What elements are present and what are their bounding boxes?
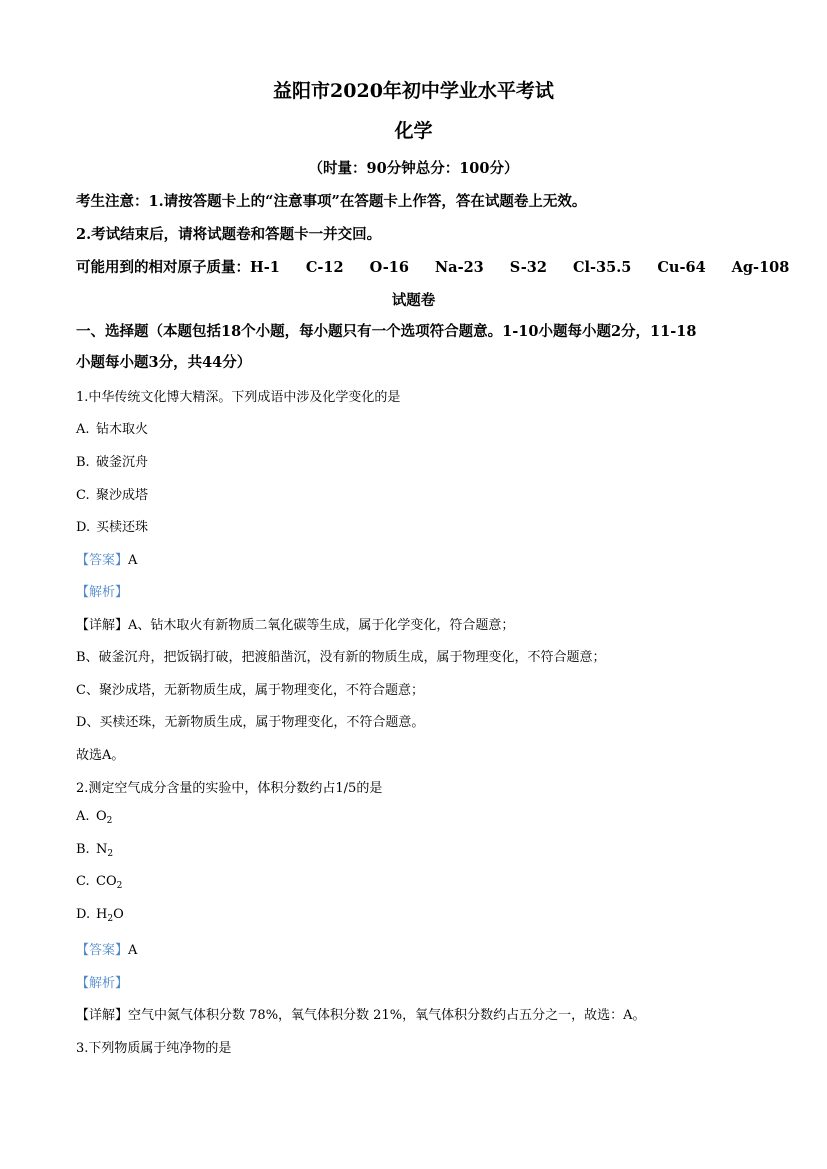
subject-title: 化学 <box>394 120 433 142</box>
q1-detail-d: D、买椟还珠，无新物质生成，属于物理变化，不符合题意。 <box>76 715 425 730</box>
q1-answer-tag: 【答案】 <box>76 553 129 568</box>
q2-option-c-base: CO <box>96 874 117 889</box>
q1-option-a <box>76 418 148 437</box>
atomic-mass-cu: Cu-64 <box>657 259 706 276</box>
q1-answer-line <box>76 549 137 568</box>
q1-option-c <box>76 484 148 503</box>
q1-option-d-label: D. <box>76 520 91 535</box>
q2-option-a-sub: 2 <box>106 816 113 826</box>
q2-detail-line <box>76 1004 645 1023</box>
q1-option-c-text: 聚沙成塔 <box>96 488 149 503</box>
atomic-mass-cl: Cl-35.5 <box>572 259 632 276</box>
notice-line-1: 考生注意：1.请按答题卡上的“注意事项”在答题卡上作答，答在试题卷上无效。 <box>76 193 587 210</box>
q2-option-b-base: N <box>96 842 108 857</box>
q1-conclusion: 故选A。 <box>76 748 125 763</box>
q2-option-a-label: A. <box>76 809 90 824</box>
paper-label: 试题卷 <box>391 292 436 309</box>
atomic-mass-line <box>76 256 789 277</box>
q1-detail-a: A、钻木取火有新物质二氧化碳等生成，属于化学变化，符合题意； <box>128 618 515 633</box>
q2-option-b <box>76 842 113 857</box>
q2-option-a <box>76 809 112 824</box>
q2-analysis-tag: 【解析】 <box>76 976 129 991</box>
time-note: （时量：90分钟总分：100分） <box>308 160 519 177</box>
q1-option-c-label: C. <box>76 488 90 503</box>
q1-detail-b: B、破釜沉舟，把饭锅打破，把渡船凿沉，没有新的物质生成，属于物理变化，不符合题意； <box>76 650 606 665</box>
q2-option-b-sub: 2 <box>107 849 114 859</box>
q2-answer-tag: 【答案】 <box>76 943 129 958</box>
q1-option-a-text: 钻木取火 <box>96 422 149 437</box>
atomic-mass-c: C-12 <box>305 259 344 276</box>
atomic-mass-na: Na-23 <box>434 259 484 276</box>
q1-answer-value: A <box>128 553 138 568</box>
q1-stem: 1.中华传统文化博大精深。下列成语中涉及化学变化的是 <box>76 390 401 405</box>
q2-option-d-sub: 2 <box>107 914 114 924</box>
q2-option-d-label: D. <box>76 907 91 922</box>
atomic-mass-h: H-1 <box>250 259 280 276</box>
q2-detail-tag: 【详解】 <box>76 1008 129 1023</box>
atomic-mass-o: O-16 <box>369 259 409 276</box>
q1-option-b <box>76 451 148 470</box>
q2-option-c-sub: 2 <box>116 881 123 891</box>
atomic-mass-label: 可能用到的相对原子质量： <box>76 259 250 276</box>
q1-detail-tag: 【详解】 <box>76 618 129 633</box>
exam-title: 益阳市2020年初中学业水平考试 <box>273 80 554 102</box>
q1-option-d <box>76 516 148 535</box>
q1-detail-c: C、聚沙成塔，无新物质生成，属于物理变化，不符合题意； <box>76 683 424 698</box>
q1-option-a-label: A. <box>76 422 90 437</box>
q2-stem: 2.测定空气成分含量的实验中，体积分数约占1/5的是 <box>76 781 383 796</box>
q1-option-d-text: 买椟还珠 <box>96 520 149 535</box>
q1-detail-line-1 <box>76 614 514 633</box>
q1-option-b-label: B. <box>76 455 90 470</box>
q2-option-d-tail: O <box>113 907 124 922</box>
q2-answer-line <box>76 939 137 958</box>
q2-option-d-base: H <box>96 907 108 922</box>
q2-option-a-base: O <box>96 809 107 824</box>
q3-stem: 3.下列物质属于纯净物的是 <box>76 1041 232 1056</box>
q1-option-b-text: 破釜沉舟 <box>96 455 149 470</box>
atomic-mass-ag: Ag-108 <box>731 259 790 276</box>
q2-option-c-label: C. <box>76 874 90 889</box>
q2-detail-text: 空气中氮气体积分数 78%，氧气体积分数 21%，氧气体积分数约占五分之一，故选：A。 <box>128 1008 646 1023</box>
q2-option-d <box>76 907 124 922</box>
atomic-mass-s: S-32 <box>509 259 547 276</box>
q2-option-b-label: B. <box>76 842 90 857</box>
notice-line-2: 2.考试结束后，请将试题卷和答题卡一并交回。 <box>76 226 382 243</box>
q2-option-c <box>76 874 122 889</box>
q2-answer-value: A <box>128 943 138 958</box>
q1-analysis-tag: 【解析】 <box>76 585 129 600</box>
section-1-heading-line-1: 一、选择题（本题包括18个小题，每小题只有一个选项符合题意。1-10小题每小题2分，11-18 <box>76 323 697 340</box>
section-1-heading-line-2: 小题每小题3分，共44分） <box>76 354 252 371</box>
